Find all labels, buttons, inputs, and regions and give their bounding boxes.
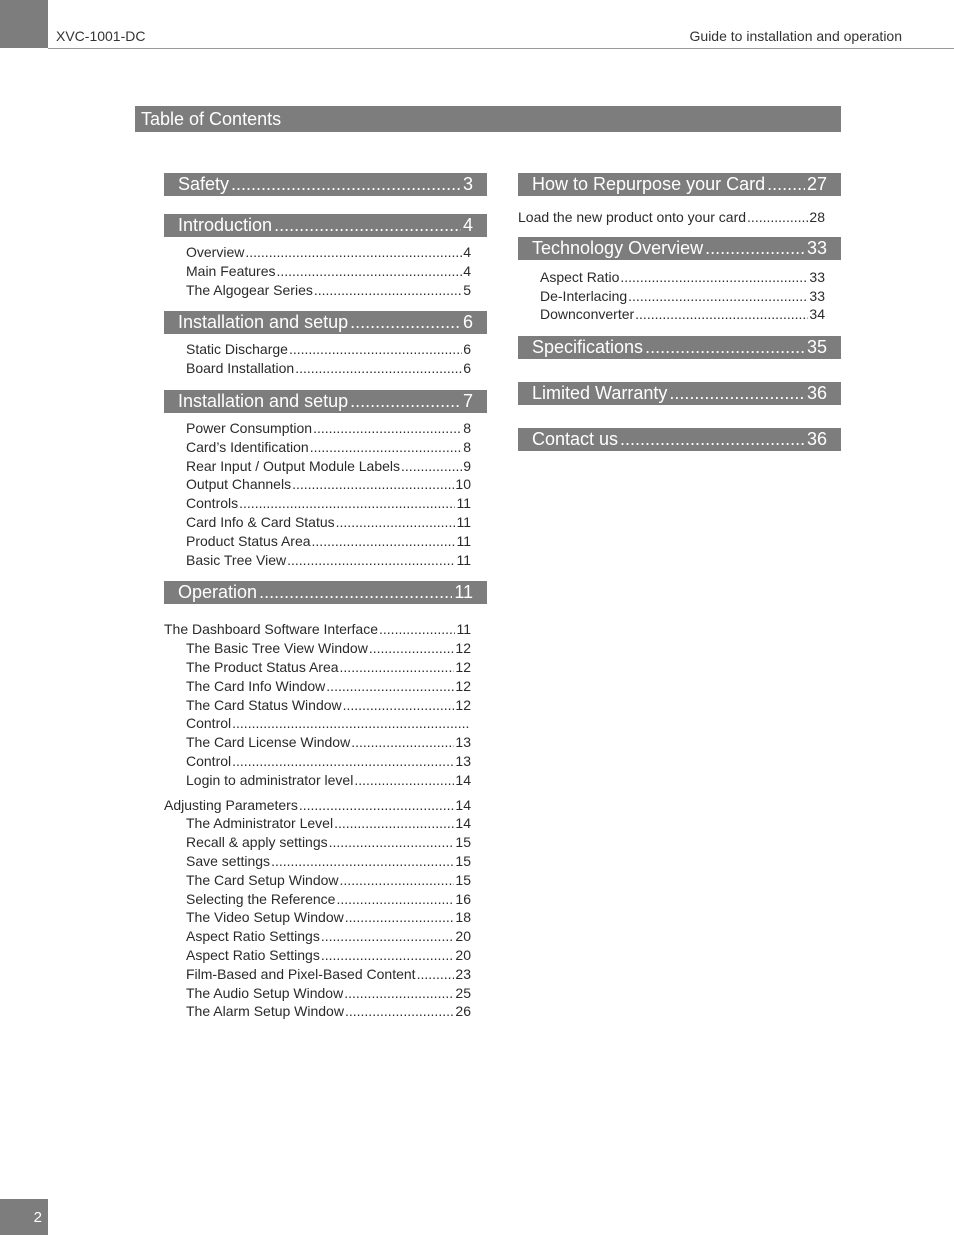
- toc-entry[interactable]: Recall & apply settings ..... 15: [164, 833, 471, 852]
- toc-entry[interactable]: The Audio Setup Window ..... 25: [164, 984, 471, 1003]
- toc-entry[interactable]: The Basic Tree View Window ..... 12: [164, 639, 471, 658]
- toc-entry[interactable]: Static Discharge ..... 6: [164, 340, 471, 359]
- toc-entry[interactable]: The Algogear Series ..... 5: [164, 281, 471, 300]
- toc-entry[interactable]: Card’s Identification ..... 8: [164, 438, 471, 457]
- toc-entry[interactable]: The Administrator Level ..... 14: [164, 814, 471, 833]
- toc-entry[interactable]: Aspect Ratio Settings ..... 20: [164, 946, 471, 965]
- toc-entry[interactable]: Control ..... 13: [164, 752, 471, 771]
- toc-entry[interactable]: The Card License Window ..... 13: [164, 733, 471, 752]
- toc-entry-dashboard-interface[interactable]: The Dashboard Software Interface ..... 11: [164, 620, 471, 639]
- toc-entry[interactable]: De-Interlacing ..... 33: [518, 287, 825, 306]
- document-code: XVC-1001-DC: [56, 28, 146, 44]
- toc-entry[interactable]: Film-Based and Pixel-Based Content ..... 23: [164, 965, 471, 984]
- toc-section-operation[interactable]: Operation ..... 11: [164, 581, 487, 604]
- toc-entry[interactable]: Overview ..... 4: [164, 243, 471, 262]
- toc-entry[interactable]: The Video Setup Window ..... 18: [164, 908, 471, 927]
- toc-section-specifications[interactable]: Specifications ..... 35: [518, 336, 841, 359]
- toc-entry[interactable]: Product Status Area ..... 11: [164, 532, 471, 551]
- toc-section-safety[interactable]: Safety ..... 3: [164, 173, 487, 196]
- toc-entry[interactable]: The Card Info Window ..... 12: [164, 677, 471, 696]
- toc-entry[interactable]: Control .....: [164, 714, 471, 733]
- toc-section-repurpose[interactable]: How to Repurpose your Card ..... 27: [518, 173, 841, 196]
- toc-entry[interactable]: The Alarm Setup Window ..... 26: [164, 1002, 471, 1021]
- header-rule: [48, 48, 954, 49]
- toc-entry[interactable]: The Product Status Area ..... 12: [164, 658, 471, 677]
- toc-entry[interactable]: Login to administrator level ..... 14: [164, 771, 471, 790]
- toc-entry[interactable]: Save settings ..... 15: [164, 852, 471, 871]
- toc-entry[interactable]: The Card Status Window ..... 12: [164, 696, 471, 715]
- toc-entry[interactable]: Main Features ..... 4: [164, 262, 471, 281]
- toc-entry[interactable]: Basic Tree View ..... 11: [164, 551, 471, 570]
- page-number: 2: [0, 1199, 48, 1235]
- toc-entry[interactable]: The Card Setup Window ..... 15: [164, 871, 471, 890]
- toc-entry-adjusting-parameters[interactable]: Adjusting Parameters ..... 14: [164, 796, 471, 815]
- toc-entry[interactable]: Output Channels ..... 10: [164, 475, 471, 494]
- toc-title: Table of Contents: [135, 106, 841, 132]
- toc-entry[interactable]: Rear Input / Output Module Labels ..... 9: [164, 457, 471, 476]
- toc-entry[interactable]: Power Consumption ..... 8: [164, 419, 471, 438]
- toc-entry[interactable]: Downconverter ..... 34: [518, 305, 825, 324]
- toc-section-limited-warranty[interactable]: Limited Warranty ..... 36: [518, 382, 841, 405]
- toc-entry[interactable]: Controls ..... 11: [164, 494, 471, 513]
- guide-title: Guide to installation and operation: [689, 28, 902, 44]
- toc-entry[interactable]: Aspect Ratio ..... 33: [518, 268, 825, 287]
- toc-section-introduction[interactable]: Introduction ..... 4: [164, 214, 487, 237]
- toc-entry[interactable]: Card Info & Card Status ..... 11: [164, 513, 471, 532]
- toc-section-installation-setup-1[interactable]: Installation and setup ..... 6: [164, 311, 487, 334]
- toc-right-column: [518, 173, 841, 451]
- toc-entry[interactable]: Selecting the Reference ..... 16: [164, 890, 471, 909]
- toc-section-installation-setup-2[interactable]: Installation and setup ..... 7: [164, 390, 487, 413]
- toc-left-column: [164, 173, 487, 1021]
- toc-section-contact-us[interactable]: Contact us ..... 36: [518, 428, 841, 451]
- toc-entry[interactable]: Board Installation ..... 6: [164, 359, 471, 378]
- header-corner-block: [0, 0, 48, 48]
- toc-entry[interactable]: Load the new product onto your card ..... 28: [518, 208, 825, 227]
- toc-section-technology-overview[interactable]: Technology Overview ..... 33: [518, 237, 841, 260]
- toc-entry[interactable]: Aspect Ratio Settings ..... 20: [164, 927, 471, 946]
